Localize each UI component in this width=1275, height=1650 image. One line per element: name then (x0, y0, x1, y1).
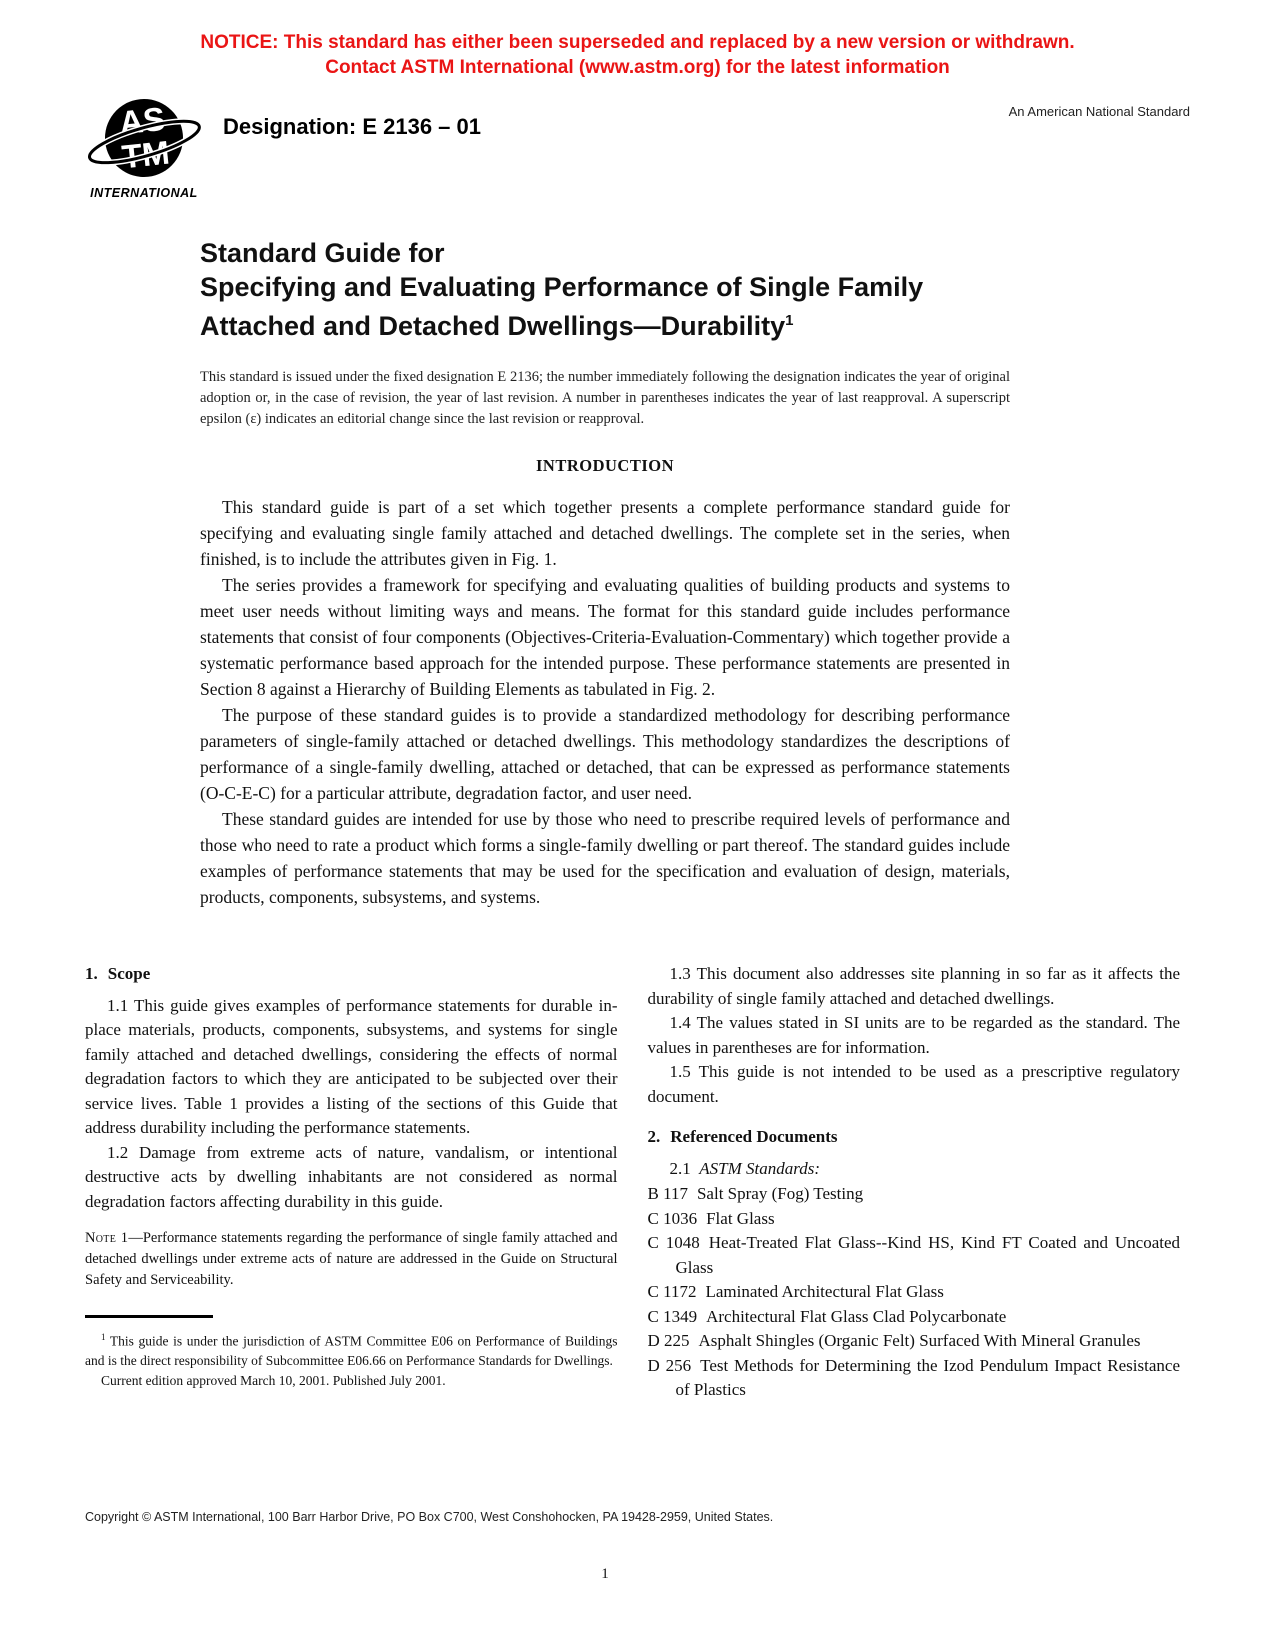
intro-paragraph: These standard guides are intended for use by those who need to prescribe required levels of performance and those who need to rate a product which forms a single-family dwelling or part thereof. The standard guides include examples of performance statements that may be used for the specification and evaluation of design, materials, products, components, subsystems, and systems. (200, 809, 1010, 907)
scope-heading: 1. Scope (85, 964, 151, 983)
ansi-standard-note: An American National Standard (1008, 104, 1190, 119)
title-and-introduction (200, 236, 1010, 910)
introduction-heading: INTRODUCTION (535, 456, 675, 475)
reference-item: C 1172 Laminated Architectural Flat Glass (647, 1282, 944, 1301)
title-line-3: Attached and Detached Dwellings—Durability$^1$ (200, 311, 794, 341)
standard-preamble: This standard is issued under the fixed designation E 2136; the number immediately following the designation indicates the year of original adoption or, in the case of revision, the year of last revision. A number in parentheses indicates the year of last reapproval. A superscript epsilon (ε) indicates an editorial change since the last revision or reapproval. (200, 369, 1010, 427)
note-label: Note 1 (85, 1230, 129, 1246)
note-text: —Performance statements regarding the performance of single family attached and detached dwellings under extreme acts of nature are addressed in the Guide on Structural Safety and Serviceability. (85, 1230, 618, 1288)
document-header (85, 96, 1190, 204)
astm-standards-list (648, 1182, 1181, 1403)
footnote-1 (85, 1328, 618, 1390)
footnote-divider (85, 1315, 213, 1318)
introduction-paragraphs (200, 494, 1010, 910)
clause-1-4: 1.4 The values stated in SI units are to be regarded as the standard. The values in parentheses are for information. (647, 1013, 1180, 1057)
clause-2-1: 2.1 ASTM Standards: (669, 1158, 820, 1178)
title-footnote-ref: 1 (785, 312, 794, 329)
note-1 (85, 1228, 618, 1291)
page-number: 1 (601, 1566, 609, 1582)
footnote-marker: 1 (101, 1332, 106, 1342)
reference-item: B 117 Salt Spray (Fog) Testing (647, 1184, 864, 1203)
clause-1-5: 1.5 This guide is not intended to be used as a prescriptive regulatory document. (647, 1062, 1180, 1106)
astm-logo-subtext: INTERNATIONAL (90, 186, 198, 200)
svg-text:AS: AS (117, 99, 167, 142)
clause-1-2: 1.2 Damage from extreme acts of nature, vandalism, or intentional destructive acts by dwelling inhabitants are not considered as normal degradation factors affecting durability in this guide. (85, 1142, 618, 1211)
superseded-notice (0, 0, 1275, 80)
reference-item: D 256 Test Methods for Determining the Izod Pendulum Impact Resistance of Plastics (647, 1355, 1180, 1399)
notice-line-2: Contact ASTM International (www.astm.org) for the latest information (325, 57, 950, 78)
footnote-block (85, 1315, 618, 1390)
intro-paragraph: The purpose of these standard guides is to provide a standardized methodology for describing performance parameters of single-family attached or detached dwellings. This methodology standardizes the descriptions of performance of a single-family dwelling, attached or detached, that can be expressed as performance statements (O-C-E-C) for a particular attribute, degradation factor, and user need. (200, 705, 1010, 803)
document-title (200, 236, 1010, 343)
reference-item: C 1048 Heat-Treated Flat Glass--Kind HS, Kind FT Coated and Uncoated Glass (647, 1233, 1181, 1277)
intro-paragraph: This standard guide is part of a set which together presents a complete performance standard guide for specifying and evaluating single family attached and detached dwellings. The complete set in the series, when finished, is to include the attributes given in Fig. 1. (200, 497, 1010, 569)
referenced-documents-heading: 2. Referenced Documents (647, 1127, 838, 1146)
right-column (648, 962, 1181, 1403)
designation-label: Designation: E 2136 – 01 (223, 114, 481, 139)
reference-item: D 225 Asphalt Shingles (Organic Felt) Surfaced With Mineral Granules (647, 1331, 1141, 1350)
copyright-line: Copyright © ASTM International, 100 Barr Harbor Drive, PO Box C700, West Conshohocken, PA 19428-2959, United States. (85, 1510, 774, 1524)
title-line-1: Standard Guide for (200, 238, 445, 268)
intro-paragraph: The series provides a framework for specifying and evaluating qualities of building products and systems to meet user needs without limiting ways and means. The format for this standard guide includes performance statements that consist of four components (Objectives-Criteria-Evaluation-Commentary) which together provide a systematic performance based approach for the intended purpose. These performance statements are presented in Section 8 against a Hierarchy of Building Elements as tabulated in Fig. 2. (200, 575, 1010, 699)
notice-line-1: NOTICE: This standard has either been superseded and replaced by a new version or withdrawn. (200, 32, 1075, 53)
reference-item: C 1349 Architectural Flat Glass Clad Polycarbonate (647, 1306, 1007, 1326)
left-column (85, 962, 618, 1403)
svg-text:TM: TM (120, 133, 172, 176)
clause-1-1: 1.1 This guide gives examples of performance statements for durable in-place materials, products, components, subsystems, and systems for single family attached and detached dwellings, considering the effects of normal degradation factors to which they are anticipated to be subjected over their service lives. Table 1 provides a listing of the sections of this Guide that address durability including the performance statements. (85, 995, 618, 1137)
title-line-2: Specifying and Evaluating Performance of Single Family (200, 272, 924, 302)
footnote-edition-line: Current edition approved March 10, 2001. Published July 2001. (101, 1372, 446, 1388)
reference-item: C 1036 Flat Glass (647, 1208, 775, 1228)
astm-globe-icon (85, 96, 203, 188)
astm-logo (85, 96, 203, 200)
clause-1-3: 1.3 This document also addresses site planning in so far as it affects the durability of single family attached and detached dwellings. (647, 964, 1180, 1008)
two-column-body (85, 962, 1180, 1403)
footnote-text: This guide is under the jurisdiction of ASTM Committee E06 on Performance of Buildings and is the direct responsibility of Subcommittee E06.66 on Performance Standards for Dwellings. (85, 1333, 618, 1368)
